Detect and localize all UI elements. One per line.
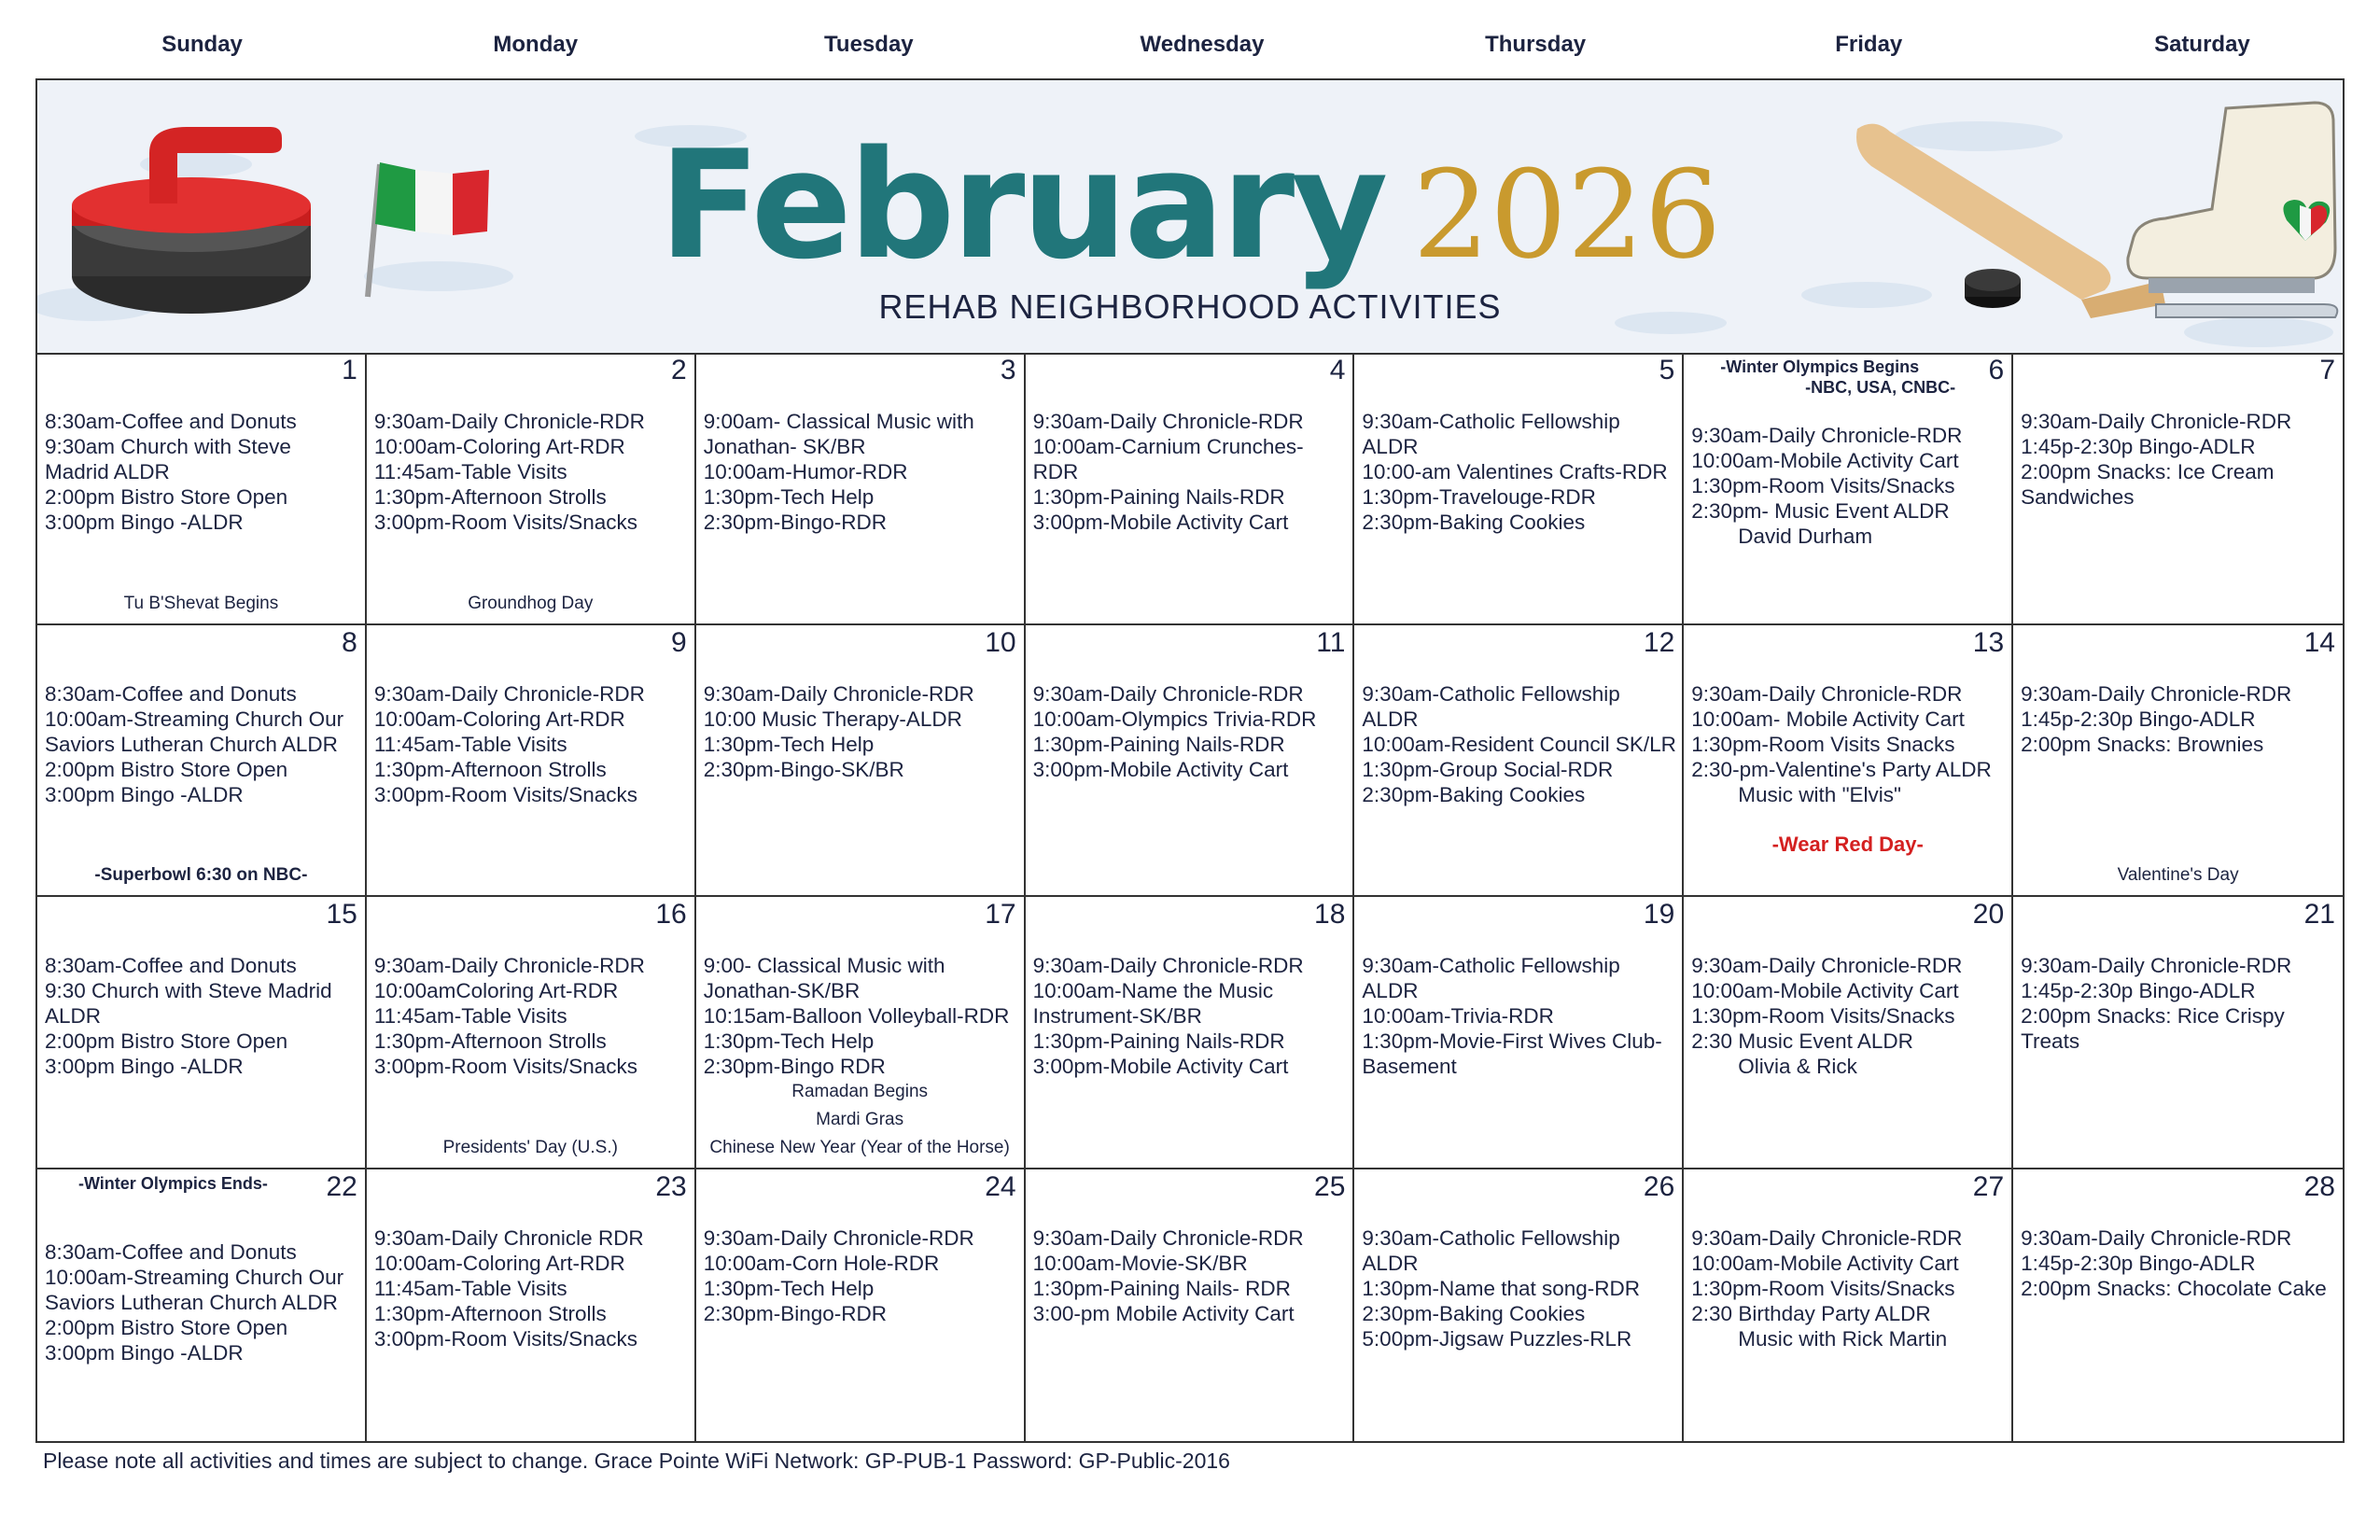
event-item: 10:00am-Streaming Church Our Saviors Lutheran Church ALDR xyxy=(45,707,350,756)
event-item: 9:30am-Daily Chronicle-RDR xyxy=(1691,681,1963,706)
day-number: 8 xyxy=(342,626,357,658)
event-item: 1:30pm-Room Visits/Snacks xyxy=(1691,474,1955,497)
event-item: 10:00am-Humor-RDR xyxy=(703,460,908,483)
event-item: 9:30am-Daily Chronicle-RDR xyxy=(1032,1225,1304,1250)
day-cell xyxy=(2013,353,2343,625)
day-bottom-note: Tu B'Shevat Begins xyxy=(123,593,279,613)
event-item: 2:00pm Bistro Store Open xyxy=(45,485,288,509)
day-number: 20 xyxy=(1972,899,2005,930)
day-cell xyxy=(367,625,696,898)
event-item: 1:30pm-Paining Nails-RDR xyxy=(1032,1029,1285,1053)
event-item: 10:00am-Coloring Art-RDR xyxy=(373,435,625,458)
day-cell xyxy=(1684,625,2013,898)
event-item: 9:30am-Catholic Fellowship ALDR xyxy=(1362,954,1625,1002)
event-item: 1:30pm-Afternoon Strolls xyxy=(373,757,607,781)
day-bottom-note: Groundhog Day xyxy=(468,593,594,613)
banner-subtitle: REHAB NEIGHBORHOOD ACTIVITIES xyxy=(878,287,1502,326)
event-item: 1:30pm-Paining Nails-RDR xyxy=(1032,485,1285,509)
event-item: David Durham xyxy=(1691,525,1873,548)
event-item: 10:00am-Mobile Activity Cart xyxy=(1691,1251,1959,1275)
event-item: 2:00pm Bistro Store Open xyxy=(45,1315,288,1339)
event-list xyxy=(1362,409,1676,535)
day-bottom-note: -Superbowl 6:30 on NBC- xyxy=(94,865,308,885)
event-item: 9:30am-Daily Chronicle RDR xyxy=(373,1225,644,1250)
event-item: 10:00am-Name the Music Instrument-SK/BR xyxy=(1032,979,1280,1028)
day-cell xyxy=(1354,1169,1684,1442)
event-item: 3:00pm Bingo -ALDR xyxy=(45,511,244,534)
event-list xyxy=(1691,1225,2006,1351)
event-list xyxy=(374,681,689,807)
day-number: 19 xyxy=(1643,899,1675,930)
event-item: 10:00am-Coloring Art-RDR xyxy=(373,1251,625,1275)
banner-title xyxy=(37,118,2343,292)
day-number: 26 xyxy=(1643,1170,1675,1202)
day-top-note-line: -Winter Olympics Begins xyxy=(1720,357,1920,376)
event-list xyxy=(1691,423,2006,549)
calendar-frame xyxy=(35,78,2345,1443)
event-item: 10:00am-Coloring Art-RDR xyxy=(373,707,625,731)
event-item: 8:30am-Coffee and Donuts xyxy=(45,954,297,977)
day-number: 12 xyxy=(1643,626,1675,658)
event-item: 2:30pm-Baking Cookies xyxy=(1362,1301,1586,1325)
event-item: 9:30am-Daily Chronicle-RDR xyxy=(1032,954,1304,977)
day-number: 18 xyxy=(1314,899,1346,930)
event-item: 1:30pm-Name that song-RDR xyxy=(1362,1276,1641,1300)
event-item: 10:00am-Carnium Crunches-RDR xyxy=(1032,435,1304,483)
event-list xyxy=(2021,681,2337,757)
year-title: 2026 xyxy=(1412,144,1722,286)
day-bottom-note: Ramadan Begins xyxy=(791,1081,929,1101)
day-cell xyxy=(37,897,367,1169)
event-item: 3:00pm-Room Visits/Snacks xyxy=(373,782,638,806)
event-list xyxy=(1691,681,2006,807)
event-list xyxy=(374,1225,689,1351)
event-item: 2:30pm-Baking Cookies xyxy=(1362,782,1586,806)
event-item: Music with "Elvis" xyxy=(1691,782,1902,806)
day-cell xyxy=(1026,625,1355,898)
event-item: 8:30am-Coffee and Donuts xyxy=(45,681,297,706)
weekday-wednesday: Wednesday xyxy=(1140,32,1265,57)
day-cell xyxy=(696,897,1026,1169)
event-list xyxy=(1362,1225,1676,1351)
event-item: 2:00pm Snacks: Brownies xyxy=(2021,732,2264,756)
day-number: 27 xyxy=(1972,1170,2005,1202)
calendar-grid xyxy=(37,353,2343,1441)
month-title: February xyxy=(658,118,1385,292)
event-item: 9:30am-Daily Chronicle-RDR xyxy=(703,1225,974,1250)
event-item: 9:30am-Daily Chronicle-RDR xyxy=(1032,681,1304,706)
event-list xyxy=(704,953,1018,1079)
event-item: 3:00pm-Room Visits/Snacks xyxy=(373,511,638,534)
event-item: 3:00-pm Mobile Activity Cart xyxy=(1032,1301,1295,1325)
day-number: 7 xyxy=(2319,355,2335,385)
event-item: 10:00am-Olympics Trivia-RDR xyxy=(1032,707,1317,731)
event-list xyxy=(1033,1225,1348,1326)
day-cell xyxy=(696,1169,1026,1442)
event-list xyxy=(704,409,1018,535)
event-item: 3:00pm Bingo -ALDR xyxy=(45,782,244,806)
day-cell xyxy=(1684,1169,2013,1442)
event-item: 1:45p-2:30p Bingo-ADLR xyxy=(2021,979,2256,1002)
day-cell xyxy=(696,625,1026,898)
weekday-tuesday: Tuesday xyxy=(824,32,914,57)
event-list xyxy=(374,409,689,535)
event-item: 10:15am-Balloon Volleyball-RDR xyxy=(703,1004,1010,1028)
event-item: 9:30am-Daily Chronicle-RDR xyxy=(2021,1225,2292,1250)
event-item: 11:45am-Table Visits xyxy=(373,1276,567,1300)
event-list xyxy=(1033,681,1348,782)
event-item: 3:00pm Bingo -ALDR xyxy=(45,1055,244,1078)
day-cell xyxy=(1354,625,1684,898)
event-item: 9:00- Classical Music with Jonathan-SK/BR xyxy=(703,954,951,1002)
event-item: 2:30 Birthday Party ALDR xyxy=(1691,1301,1931,1325)
event-item: 2:00pm Snacks: Ice Cream Sandwiches xyxy=(2021,460,2280,509)
event-list xyxy=(2021,409,2337,510)
day-cell xyxy=(37,1169,367,1442)
day-number: 25 xyxy=(1314,1170,1346,1202)
weekday-thursday: Thursday xyxy=(1485,32,1587,57)
day-bottom-note: Valentine's Day xyxy=(2117,865,2239,885)
event-item: 1:45p-2:30p Bingo-ADLR xyxy=(2021,707,2256,731)
event-item: 1:30pm-Room Visits/Snacks xyxy=(1691,1004,1955,1028)
event-item: 1:30pm-Room Visits/Snacks xyxy=(1691,1276,1955,1300)
day-bottom-note: Mardi Gras xyxy=(816,1109,904,1129)
event-item: 11:45am-Table Visits xyxy=(373,732,567,756)
weekday-friday: Friday xyxy=(1835,32,1903,57)
event-item: 9:00am- Classical Music with Jonathan- SK/BR xyxy=(703,410,981,458)
event-item: 2:30 Music Event ALDR xyxy=(1691,1029,1913,1053)
day-cell xyxy=(1026,353,1355,625)
event-item: 9:30am-Daily Chronicle-RDR xyxy=(2021,681,2292,706)
day-cell xyxy=(37,353,367,625)
event-item: 3:00pm-Mobile Activity Cart xyxy=(1032,511,1289,534)
event-item: 2:30pm-Bingo-RDR xyxy=(703,1301,888,1325)
day-top-note-line: -NBC, USA, CNBC- xyxy=(1805,378,1956,397)
event-item: 1:30pm-Afternoon Strolls xyxy=(373,1301,607,1325)
event-item: 10:00am-Corn Hole-RDR xyxy=(703,1251,940,1275)
day-number: 16 xyxy=(655,899,687,930)
event-item: 1:30pm-Group Social-RDR xyxy=(1362,757,1614,781)
event-item: 9:30am-Daily Chronicle-RDR xyxy=(2021,954,2292,977)
day-number: 13 xyxy=(1972,626,2005,658)
event-list xyxy=(45,953,359,1079)
event-item: 1:30pm-Tech Help xyxy=(703,1276,875,1300)
event-item: 2:30pm-Bingo-RDR xyxy=(703,511,888,534)
day-number: 22 xyxy=(326,1170,357,1202)
event-item: 2:30pm-Baking Cookies xyxy=(1362,511,1586,534)
day-highlight-note: -Wear Red Day- xyxy=(1771,832,1924,856)
event-item: 2:00pm Snacks: Rice Crispy Treats xyxy=(2021,1004,2290,1053)
footer-note: Please note all activities and times are subject to change. Grace Pointe WiFi Network: GP-PUB-1 Password: GP-Public-2016 xyxy=(43,1449,1230,1473)
event-item: 11:45am-Table Visits xyxy=(373,1004,567,1028)
event-item: 9:30am-Daily Chronicle-RDR xyxy=(1691,1225,1963,1250)
event-item: 9:30am-Daily Chronicle-RDR xyxy=(703,681,974,706)
day-number: 14 xyxy=(2303,626,2335,658)
event-item: 2:00pm Bistro Store Open xyxy=(45,1029,288,1053)
event-item: 9:30am-Catholic Fellowship ALDR xyxy=(1362,681,1625,731)
weekday-header xyxy=(35,32,2369,69)
event-item: 8:30am-Coffee and Donuts xyxy=(45,410,297,433)
event-list xyxy=(374,953,689,1079)
event-item: 1:30pm-Afternoon Strolls xyxy=(373,485,607,509)
event-item: 1:30pm-Tech Help xyxy=(703,732,875,756)
day-cell xyxy=(1354,353,1684,625)
day-number: 15 xyxy=(326,899,357,930)
event-item: 3:00pm Bingo -ALDR xyxy=(45,1340,244,1365)
event-list xyxy=(45,681,359,807)
event-item: 3:00pm-Room Visits/Snacks xyxy=(373,1055,638,1078)
day-cell xyxy=(367,353,696,625)
event-item: 11:45am-Table Visits xyxy=(373,460,567,483)
weekday-monday: Monday xyxy=(493,32,579,57)
event-item: 10:00 Music Therapy-ALDR xyxy=(703,707,962,731)
day-cell xyxy=(367,897,696,1169)
day-cell xyxy=(367,1169,696,1442)
event-item: 3:00pm-Room Visits/Snacks xyxy=(373,1326,638,1351)
event-item: 9:30am-Daily Chronicle-RDR xyxy=(373,954,645,977)
event-item: 10:00am-Resident Council SK/LR xyxy=(1362,732,1676,756)
calendar-banner xyxy=(37,80,2343,355)
day-number: 23 xyxy=(655,1170,687,1202)
event-item: 10:00am- Mobile Activity Cart xyxy=(1691,707,1965,731)
event-item: 8:30am-Coffee and Donuts xyxy=(45,1239,297,1264)
event-item: 1:30pm-Travelouge-RDR xyxy=(1362,485,1596,509)
day-bottom-note: Presidents' Day (U.S.) xyxy=(442,1137,618,1157)
event-item: 1:30pm-Paining Nails-RDR xyxy=(1032,732,1285,756)
event-item: 9:30 Church with Steve Madrid ALDR xyxy=(45,979,337,1028)
event-item: 1:30pm-Paining Nails- RDR xyxy=(1032,1276,1291,1300)
event-item: 9:30am-Catholic Fellowship ALDR xyxy=(1362,410,1625,458)
day-number: 21 xyxy=(2303,899,2335,930)
event-item: 1:30pm-Tech Help xyxy=(703,485,875,509)
event-item: 1:45p-2:30p Bingo-ADLR xyxy=(2021,435,2256,458)
day-number: 5 xyxy=(1659,355,1675,385)
day-number: 28 xyxy=(2303,1170,2335,1202)
day-bottom-note: Chinese New Year (Year of the Horse) xyxy=(709,1137,1010,1157)
weekday-saturday: Saturday xyxy=(2154,32,2250,57)
day-number: 17 xyxy=(985,899,1016,930)
event-list xyxy=(1691,953,2006,1079)
event-item: 2:30-pm-Valentine's Party ALDR xyxy=(1691,757,1992,781)
event-item: 10:00am-Mobile Activity Cart xyxy=(1691,449,1959,472)
event-item: 1:30pm-Afternoon Strolls xyxy=(373,1029,607,1053)
event-item: 3:00pm-Mobile Activity Cart xyxy=(1032,1055,1289,1078)
day-cell xyxy=(1684,353,2013,625)
event-item: 2:30pm- Music Event ALDR xyxy=(1691,499,1950,523)
event-list xyxy=(2021,953,2337,1054)
event-item: 10:00am-Trivia-RDR xyxy=(1362,1004,1554,1028)
event-item: 1:45p-2:30p Bingo-ADLR xyxy=(2021,1251,2256,1275)
event-item: 9:30am Church with Steve Madrid ALDR xyxy=(45,435,298,483)
day-cell xyxy=(1026,1169,1355,1442)
event-item: 2:00pm Snacks: Chocolate Cake xyxy=(2021,1276,2327,1300)
day-top-note xyxy=(1684,357,1955,398)
event-item: 9:30am-Daily Chronicle-RDR xyxy=(373,681,645,706)
event-list xyxy=(1033,953,1348,1079)
event-item: Olivia & Rick xyxy=(1691,1055,1857,1078)
event-item: 2:30pm-Bingo-SK/BR xyxy=(703,757,904,781)
event-item: 10:00am-Mobile Activity Cart xyxy=(1691,979,1959,1002)
event-list xyxy=(704,681,1018,782)
event-item: 10:00amColoring Art-RDR xyxy=(373,979,619,1002)
day-number: 4 xyxy=(1329,355,1346,385)
day-number: 1 xyxy=(342,355,357,385)
event-item: 9:30am-Catholic Fellowship ALDR xyxy=(1362,1225,1625,1275)
event-item: 1:30pm-Tech Help xyxy=(703,1029,875,1053)
event-item: Music with Rick Martin xyxy=(1691,1326,1948,1351)
event-item: 10:00am-Streaming Church Our Saviors Lutheran Church ALDR xyxy=(45,1265,350,1314)
event-item: 1:30pm-Movie-First Wives Club-Basement xyxy=(1362,1029,1662,1078)
day-cell xyxy=(1026,897,1355,1169)
event-list xyxy=(1362,681,1676,807)
event-list xyxy=(1362,953,1676,1079)
day-number: 11 xyxy=(1316,626,1346,658)
day-number: 10 xyxy=(985,626,1016,658)
day-cell xyxy=(2013,625,2343,898)
event-item: 10:00am-Movie-SK/BR xyxy=(1032,1251,1248,1275)
day-bottom-notes xyxy=(696,1078,1024,1162)
day-number: 9 xyxy=(671,626,687,658)
event-item: 1:30pm-Room Visits Snacks xyxy=(1691,732,1955,756)
event-list xyxy=(1033,409,1348,535)
day-number: 2 xyxy=(671,355,687,385)
event-item: 9:30am-Daily Chronicle-RDR xyxy=(2021,410,2292,433)
day-number: 24 xyxy=(985,1170,1016,1202)
event-item: 9:30am-Daily Chronicle-RDR xyxy=(373,410,645,433)
day-cell xyxy=(696,353,1026,625)
event-item: 9:30am-Daily Chronicle-RDR xyxy=(1691,424,1963,447)
day-cell xyxy=(2013,897,2343,1169)
event-list xyxy=(2021,1225,2337,1301)
day-number: 6 xyxy=(1988,355,2005,385)
event-item: 2:00pm Bistro Store Open xyxy=(45,757,288,781)
event-item: 2:30pm-Bingo RDR xyxy=(703,1055,886,1078)
day-cell xyxy=(2013,1169,2343,1442)
event-item: 9:30am-Daily Chronicle-RDR xyxy=(1691,954,1963,977)
day-top-note xyxy=(37,1173,309,1194)
event-list xyxy=(45,1239,359,1365)
day-top-note-line: -Winter Olympics Ends- xyxy=(77,1173,268,1193)
day-cell xyxy=(1354,897,1684,1169)
day-cell xyxy=(1684,897,2013,1169)
event-list xyxy=(45,409,359,535)
event-item: 5:00pm-Jigsaw Puzzles-RLR xyxy=(1362,1326,1632,1351)
event-list xyxy=(704,1225,1018,1326)
event-item: 10:00-am Valentines Crafts-RDR xyxy=(1362,460,1668,483)
weekday-sunday: Sunday xyxy=(161,32,243,57)
day-cell xyxy=(37,625,367,898)
event-item: 9:30am-Daily Chronicle-RDR xyxy=(1032,410,1304,433)
day-number: 3 xyxy=(1000,355,1016,385)
event-item: 3:00pm-Mobile Activity Cart xyxy=(1032,757,1289,781)
